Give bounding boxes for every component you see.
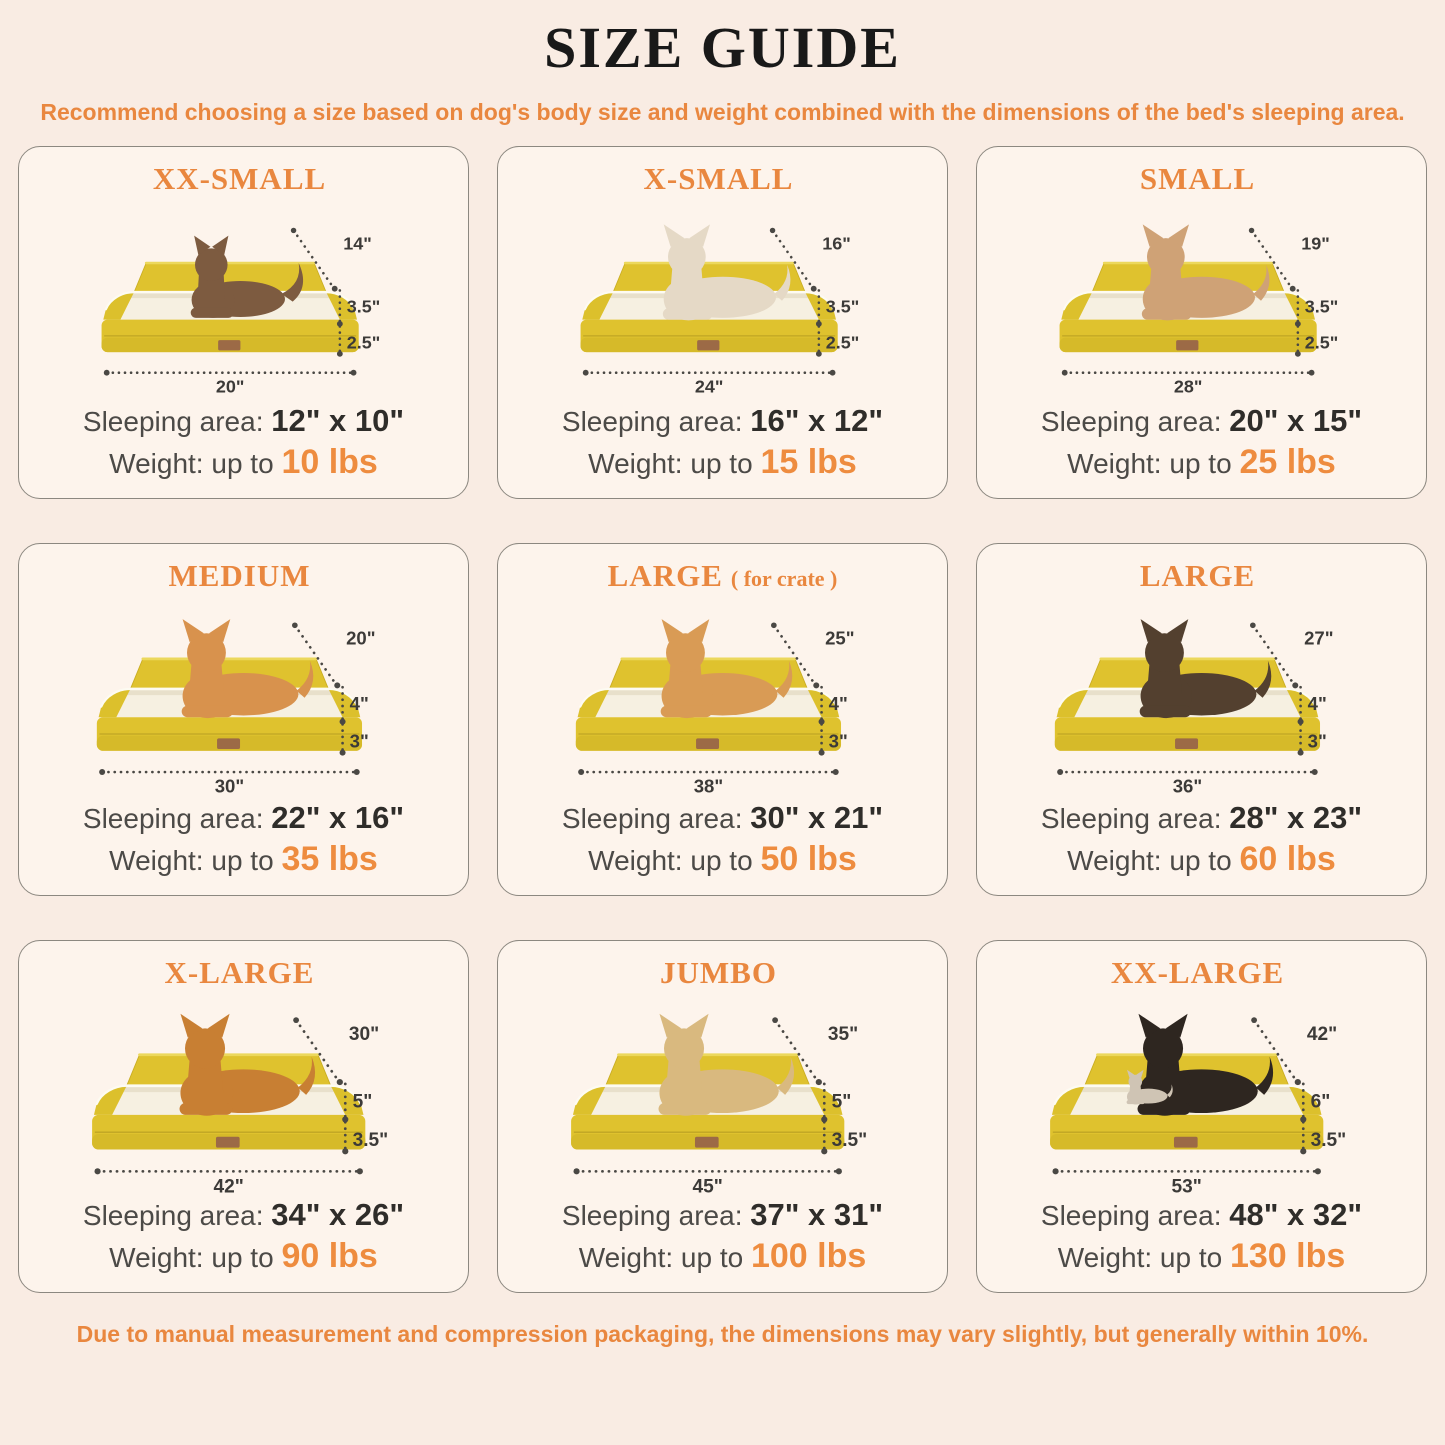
sleeping-area-line: Sleeping area: 48" x 32" [1040, 1197, 1363, 1232]
weight-line: Weight: up to 130 lbs [1057, 1237, 1346, 1275]
bolster-height-dimension: 5" [831, 1091, 852, 1113]
depth-dimension: 25" [825, 627, 855, 649]
sleeping-area-value: 37" x 31" [750, 1197, 884, 1232]
size-card-title [644, 161, 802, 197]
size-card-grid [0, 126, 1445, 1293]
bed-illustration [93, 203, 395, 395]
width-dimension: 36" [1172, 775, 1203, 795]
depth-dimension: 19" [1300, 233, 1330, 254]
sleeping-area-value: 12" x 10" [271, 403, 405, 438]
weight-value: 35 lbs [281, 840, 378, 878]
bed-illustration [88, 597, 399, 795]
base-height-dimension: 3.5" [831, 1129, 868, 1151]
weight-value: 15 lbs [760, 443, 857, 481]
size-name-suffix: ( for crate ) [730, 566, 838, 591]
weight-value: 60 lbs [1239, 840, 1336, 878]
weight-line: Weight: up to 25 lbs [1067, 443, 1336, 481]
size-name: XX-SMALL [152, 161, 327, 196]
page-title: SIZE GUIDE [544, 15, 901, 80]
size-name: XX-LARGE [1110, 955, 1285, 990]
bed-illustration [1041, 991, 1362, 1195]
weight-line: Weight: up to 90 lbs [109, 1237, 378, 1275]
bolster-height-dimension: 4" [1307, 693, 1327, 715]
bolster-height-dimension: 3.5" [1304, 296, 1338, 317]
sleeping-area-line: Sleeping area: 20" x 15" [1040, 403, 1363, 438]
sleeping-area-value: 48" x 32" [1229, 1197, 1363, 1232]
size-name: X-LARGE [164, 955, 315, 990]
sleeping-area-value: 22" x 16" [271, 800, 405, 835]
weight-line: Weight: up to 60 lbs [1067, 840, 1336, 878]
bed-figure [506, 594, 939, 798]
sleeping-area-value: 20" x 15" [1229, 403, 1363, 438]
bed-illustration [83, 991, 404, 1195]
size-card-title [1111, 955, 1292, 991]
base-height-dimension: 3.5" [352, 1129, 389, 1151]
depth-dimension: 42" [1307, 1024, 1338, 1046]
depth-dimension: 30" [349, 1024, 380, 1046]
sleeping-area-value: 34" x 26" [271, 1197, 405, 1232]
size-card-x-small [497, 146, 948, 499]
width-dimension: 20" [215, 376, 245, 395]
depth-dimension: 35" [828, 1024, 859, 1046]
page-subtitle: Recommend choosing a size based on dog's body size and weight combined with the dimensions of the bed's sleeping area. [40, 99, 1405, 125]
width-dimension: 24" [694, 376, 724, 395]
bolster-height-dimension: 4" [828, 693, 848, 715]
size-card-xx-large [976, 940, 1427, 1293]
size-card-x-large [18, 940, 469, 1293]
bed-figure [985, 594, 1418, 798]
depth-dimension: 14" [342, 233, 372, 254]
size-card-large [976, 543, 1427, 896]
weight-value: 10 lbs [281, 443, 378, 481]
base-height-dimension: 2.5" [1304, 332, 1338, 353]
size-card-large-for-crate [497, 543, 948, 896]
weight-line: Weight: up to 10 lbs [109, 443, 378, 481]
depth-dimension: 27" [1304, 627, 1334, 649]
size-card-small [976, 146, 1427, 499]
sleeping-area-value: 28" x 23" [1229, 800, 1363, 835]
weight-value: 130 lbs [1229, 1237, 1346, 1275]
bed-figure [27, 594, 460, 798]
size-name: LARGE [607, 558, 723, 593]
weight-line: Weight: up to 35 lbs [109, 840, 378, 878]
size-name: LARGE [1139, 558, 1256, 593]
base-height-dimension: 2.5" [346, 332, 380, 353]
weight-value: 25 lbs [1239, 443, 1336, 481]
size-name: SMALL [1139, 161, 1256, 196]
bed-figure [506, 991, 939, 1195]
bolster-height-dimension: 6" [1310, 1091, 1331, 1113]
depth-dimension: 16" [821, 233, 851, 254]
bed-illustration [572, 203, 874, 395]
bed-illustration [1051, 203, 1353, 395]
page-header [0, 0, 1445, 126]
weight-value: 100 lbs [750, 1237, 867, 1275]
width-dimension: 45" [692, 1176, 724, 1195]
width-dimension: 28" [1173, 376, 1203, 395]
size-name: JUMBO [660, 955, 777, 990]
size-card-jumbo [497, 940, 948, 1293]
depth-dimension: 20" [346, 627, 376, 649]
weight-value: 90 lbs [281, 1237, 378, 1275]
size-card-medium [18, 543, 469, 896]
sleeping-area-line: Sleeping area: 28" x 23" [1040, 800, 1363, 835]
bed-illustration [1046, 597, 1357, 795]
bed-illustration [562, 991, 883, 1195]
size-card-title [153, 161, 334, 197]
size-card-xx-small [18, 146, 469, 499]
width-dimension: 53" [1171, 1176, 1203, 1195]
sleeping-area-line: Sleeping area: 12" x 10" [82, 403, 405, 438]
bolster-height-dimension: 3.5" [825, 296, 859, 317]
width-dimension: 38" [693, 775, 724, 795]
bolster-height-dimension: 4" [349, 693, 369, 715]
width-dimension: 30" [214, 775, 245, 795]
size-card-title [1140, 558, 1263, 594]
base-height-dimension: 3" [828, 730, 848, 752]
size-card-title [168, 558, 318, 594]
base-height-dimension: 3" [349, 730, 369, 752]
weight-line: Weight: up to 100 lbs [578, 1237, 867, 1275]
bed-illustration [567, 597, 878, 795]
bed-figure [27, 197, 460, 401]
size-card-title [660, 955, 785, 991]
width-dimension: 42" [213, 1176, 245, 1195]
size-card-title [1140, 161, 1263, 197]
size-name: MEDIUM [168, 558, 311, 593]
bed-figure [506, 197, 939, 401]
sleeping-area-line: Sleeping area: 34" x 26" [82, 1197, 405, 1232]
bed-figure [985, 991, 1418, 1195]
bolster-height-dimension: 3.5" [346, 296, 380, 317]
weight-line: Weight: up to 15 lbs [588, 443, 857, 481]
measurement-disclaimer: Due to manual measurement and compression packaging, the dimensions may vary slightly, but generally within 10%. [76, 1321, 1369, 1347]
sleeping-area-value: 16" x 12" [750, 403, 884, 438]
sleeping-area-line: Sleeping area: 37" x 31" [561, 1197, 884, 1232]
bed-figure [985, 197, 1418, 401]
base-height-dimension: 2.5" [825, 332, 859, 353]
sleeping-area-line: Sleeping area: 30" x 21" [561, 800, 884, 835]
size-card-title [165, 955, 323, 991]
sleeping-area-value: 30" x 21" [750, 800, 884, 835]
sleeping-area-line: Sleeping area: 22" x 16" [82, 800, 405, 835]
base-height-dimension: 3" [1307, 730, 1327, 752]
base-height-dimension: 3.5" [1310, 1129, 1347, 1151]
weight-value: 50 lbs [760, 840, 857, 878]
size-card-title [608, 558, 838, 594]
bed-figure [27, 991, 460, 1195]
bolster-height-dimension: 5" [352, 1091, 373, 1113]
weight-line: Weight: up to 50 lbs [588, 840, 857, 878]
sleeping-area-line: Sleeping area: 16" x 12" [561, 403, 884, 438]
size-name: X-SMALL [643, 161, 794, 196]
